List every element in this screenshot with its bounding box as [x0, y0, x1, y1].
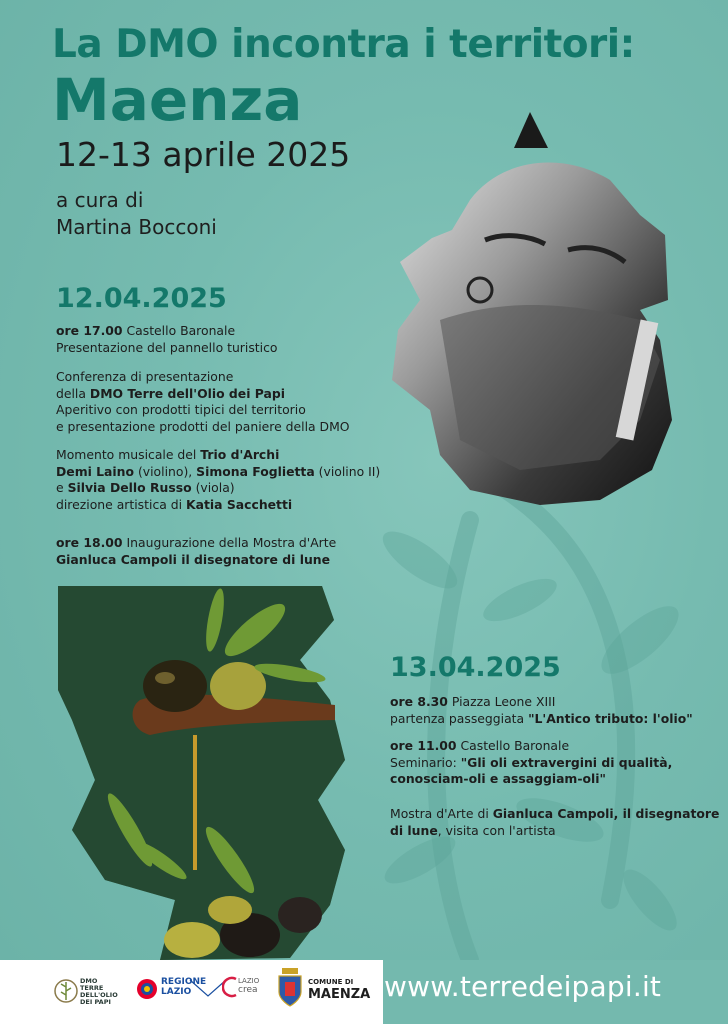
regione-emblem-icon	[136, 978, 158, 1000]
coat-of-arms-icon	[276, 968, 304, 1008]
event-title: La DMO incontra i territori:	[52, 22, 635, 67]
comune-maenza-logo: COMUNE DI MAENZA	[276, 966, 376, 1016]
curated-by-label: a cura di	[56, 188, 144, 212]
terre-olio-papi-logo: DMO TERRE DELL'OLIO DEI PAPI	[54, 972, 134, 1012]
event-place: Maenza	[52, 66, 303, 134]
logos-bar	[0, 960, 383, 1024]
olive-seal-icon	[54, 974, 78, 1008]
website-link[interactable]: www.terredeipapi.it	[384, 970, 662, 1003]
day2-date: 13.04.2025	[390, 652, 561, 683]
day1-date: 12.04.2025	[56, 283, 227, 314]
day2-item-3: Mostra d'Arte di Gianluca Campoli, il disegnatore di lune, visita con l'artista	[390, 806, 720, 838]
day2-item-2: ore 11.00 Castello Baronale Seminario: "Gli oli extravergini di qualità, conosciam-oli e assaggiam-oli"	[390, 738, 673, 786]
day2-item-1: ore 8.30 Piazza Leone XIII partenza passeggiata "L'Antico tributo: l'olio"	[390, 694, 693, 726]
crea-c-icon	[222, 976, 238, 998]
event-dates: 12-13 aprile 2025	[56, 135, 351, 174]
curator-name: Martina Bocconi	[56, 215, 217, 239]
footer	[0, 960, 728, 1024]
day1-item-4: ore 18.00 Inaugurazione della Mostra d'Arte Gianluca Campoli il disegnatore di lune	[56, 535, 337, 567]
day1-item-3: Momento musicale del Trio d'Archi Demi Laino (violino), Simona Foglietta (violino II) e Silvia Dello Russo (viola) direzione artistica di Katia Sacchetti	[56, 447, 381, 512]
day1-item-2: Conferenza di presentazione della DMO Terre dell'Olio dei Papi Aperitivo con prodotti tipici del territorio e presentazione prodotti del paniere della DMO	[56, 369, 350, 434]
day1-item-1: ore 17.00 Castello Baronale Presentazione del pannello turistico	[56, 323, 278, 355]
lazio-crea-logo: LAZIO crea	[222, 974, 272, 1008]
regione-lazio-logo: REGIONE LAZIO	[136, 974, 226, 1008]
